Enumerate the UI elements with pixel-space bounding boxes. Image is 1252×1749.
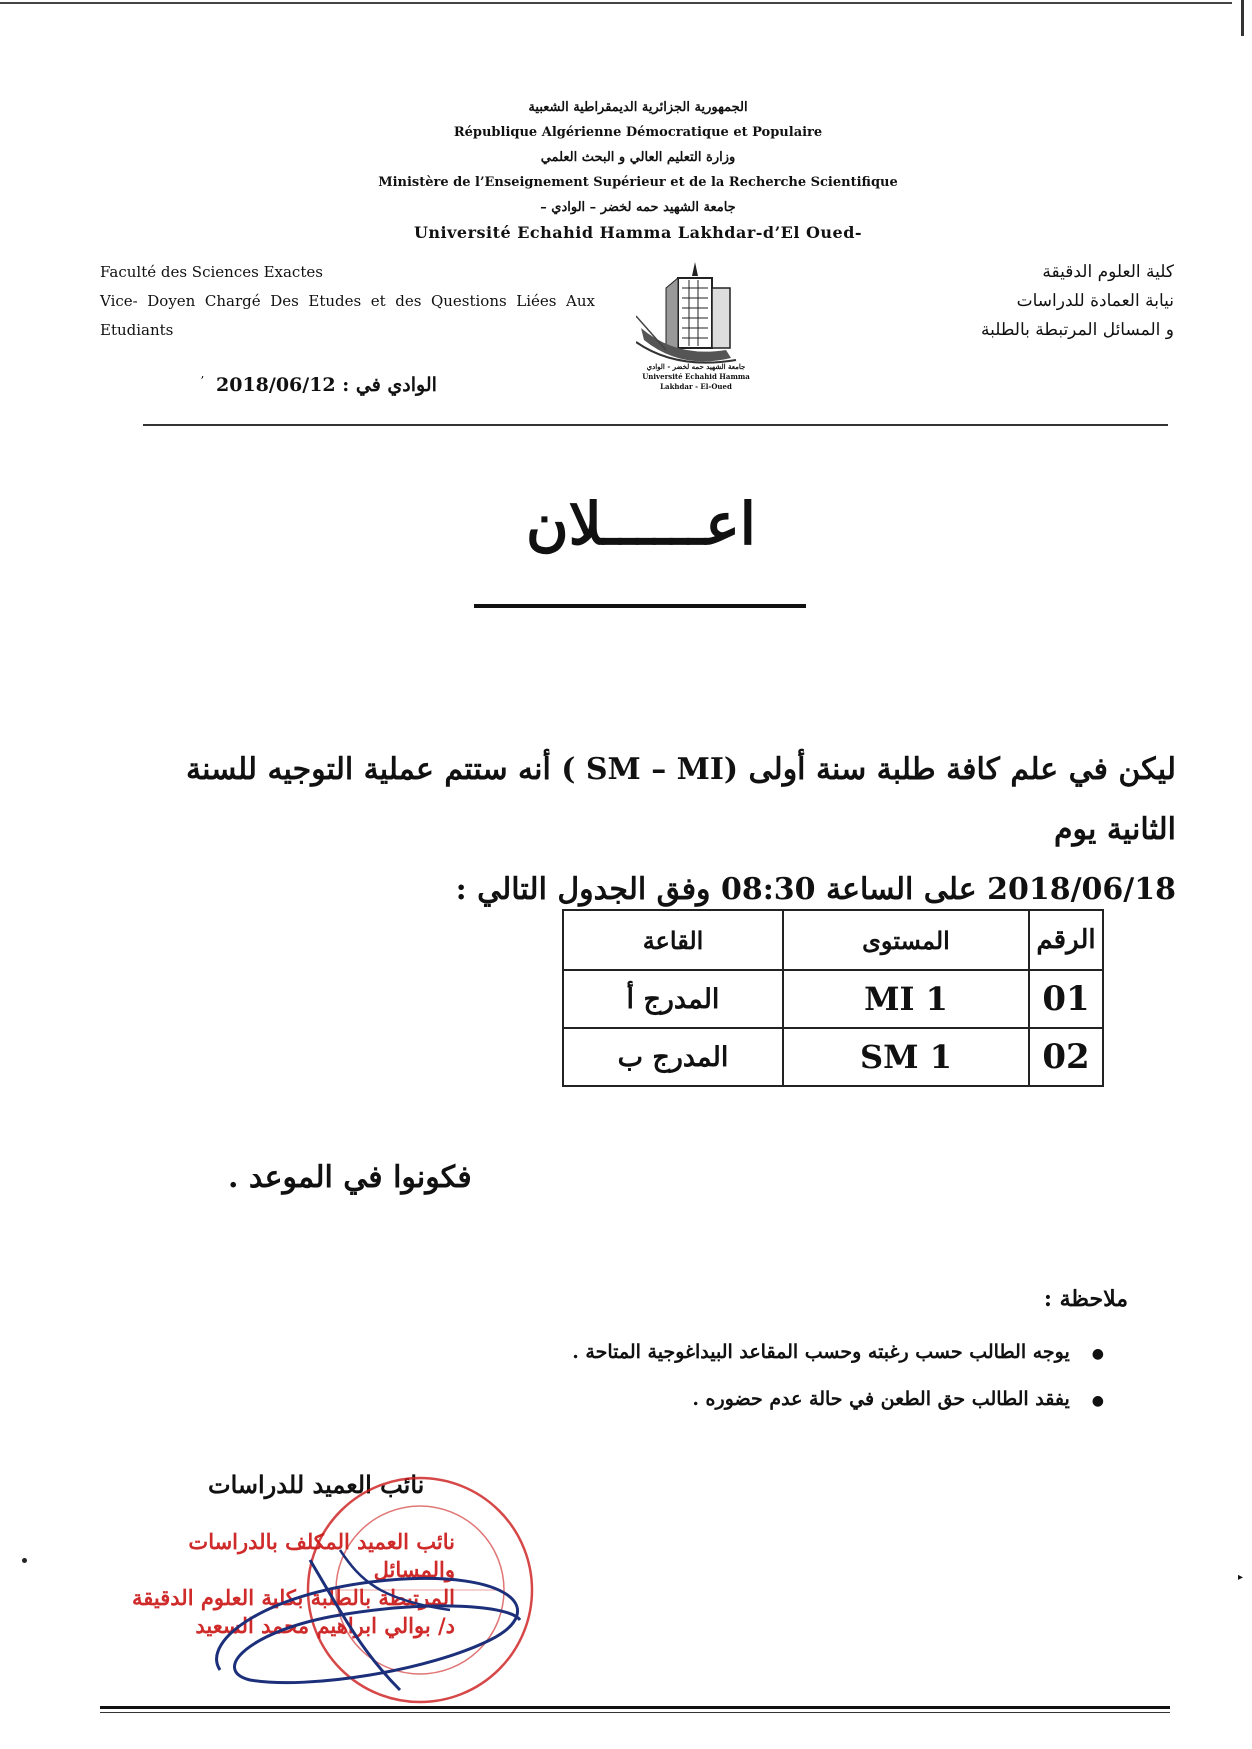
faculty-ar-line2: نيابة العمادة للدراسات [1016, 291, 1174, 311]
logo-caption-ar: جامعة الشهيد حمه لخضر - الوادي [646, 362, 746, 371]
scan-dot [22, 1558, 27, 1563]
top-scan-line [0, 2, 1232, 4]
title-underline [474, 604, 806, 608]
stamp-line: نائب العميد المكلف بالدراسات والمسائل [188, 1529, 455, 1582]
signature-title: نائب العميد للدراسات [208, 1470, 425, 1499]
faculty-fr-line1: Faculté des Sciences Exactes [100, 263, 323, 281]
table-row [563, 970, 1103, 1028]
faculty-ar-line1: كلية العلوم الدقيقة [1042, 262, 1174, 282]
header-cell-room: القاعة [563, 910, 783, 970]
scan-mark-icon: ▸ [1238, 1572, 1244, 1583]
faculty-fr-line2: Vice- Doyen Chargé Des Etudes et des Questions Liées Aux Etudiants [100, 292, 595, 339]
notes-title: ملاحظة : [1043, 1286, 1128, 1312]
footer-rule-thin [100, 1712, 1170, 1713]
republic-fr: République Algérienne Démocratique et Populaire [453, 125, 823, 140]
announcement-title: اعــــــلان [526, 490, 756, 558]
schedule-table [562, 909, 1104, 1087]
closing-text: فكونوا في الموعد . [228, 1160, 472, 1195]
stamp-line: د/ بوالي ابراهيم محمد السعيد [195, 1613, 455, 1638]
announcement-line1: ليكن في علم كافة طلبة سنة أولى (SM – MI ) أنه ستتم عملية التوجيه للسنة الثانية يوم [186, 752, 1176, 847]
logo-caption [630, 362, 762, 392]
notes-list [404, 1330, 1104, 1424]
header-cell-number: الرقم [1029, 910, 1103, 970]
cell-level: 1 SM [783, 1028, 1029, 1086]
header-cell-level: المستوى [783, 910, 1029, 970]
stamp-line: المرتبطة بالطلبة بكلية العلوم الدقيقة [132, 1585, 455, 1610]
list-item: ● يوجه الطالب حسب رغبته وحسب المقاعد البيداغوجية المتاحة . [404, 1330, 1104, 1377]
university-fr: Université Echahid Hamma Lakhdar-d’El Oued- [413, 223, 863, 242]
faculty-ar-block [914, 258, 1174, 345]
ministry-fr: Ministère de l’Enseignement Supérieur et de la Recherche Scientifique [378, 175, 898, 190]
table-header-row [563, 910, 1103, 970]
cell-number: 01 [1029, 970, 1103, 1028]
ministry-ar: وزارة التعليم العالي و البحث العلمي [540, 150, 736, 165]
footer-rule [100, 1706, 1170, 1709]
faculty-ar-line3: و المسائل المرتبطة بالطلبة [980, 320, 1174, 340]
scan-tick: ʼ [200, 374, 204, 388]
announcement-line2: 2018/06/18 على الساعة 08:30 وفق الجدول التالي : [455, 872, 1176, 907]
cell-room: المدرج ب [563, 1028, 783, 1086]
document-date: الوادي في : 2018/06/12 [216, 374, 437, 396]
republic-ar: الجمهورية الجزائرية الديمقراطية الشعبية [528, 100, 748, 115]
header-divider [143, 424, 1168, 426]
announcement-body [176, 740, 1176, 920]
university-ar: جامعة الشهيد حمه لخضر – الوادي – [540, 200, 736, 215]
top-right-scan-mark [1241, 0, 1244, 36]
official-header [300, 95, 976, 245]
cell-level: 1 MI [783, 970, 1029, 1028]
list-item: ● يفقد الطالب حق الطعن في حالة عدم حضوره . [404, 1377, 1104, 1424]
cell-number: 02 [1029, 1028, 1103, 1086]
logo-caption-fr: Université Echahid Hamma Lakhdar - El-Oued [642, 372, 750, 391]
cell-room: المدرج أ [563, 970, 783, 1028]
faculty-fr-block [100, 258, 595, 345]
handwritten-signature-icon [190, 1520, 570, 1700]
table-row [563, 1028, 1103, 1086]
